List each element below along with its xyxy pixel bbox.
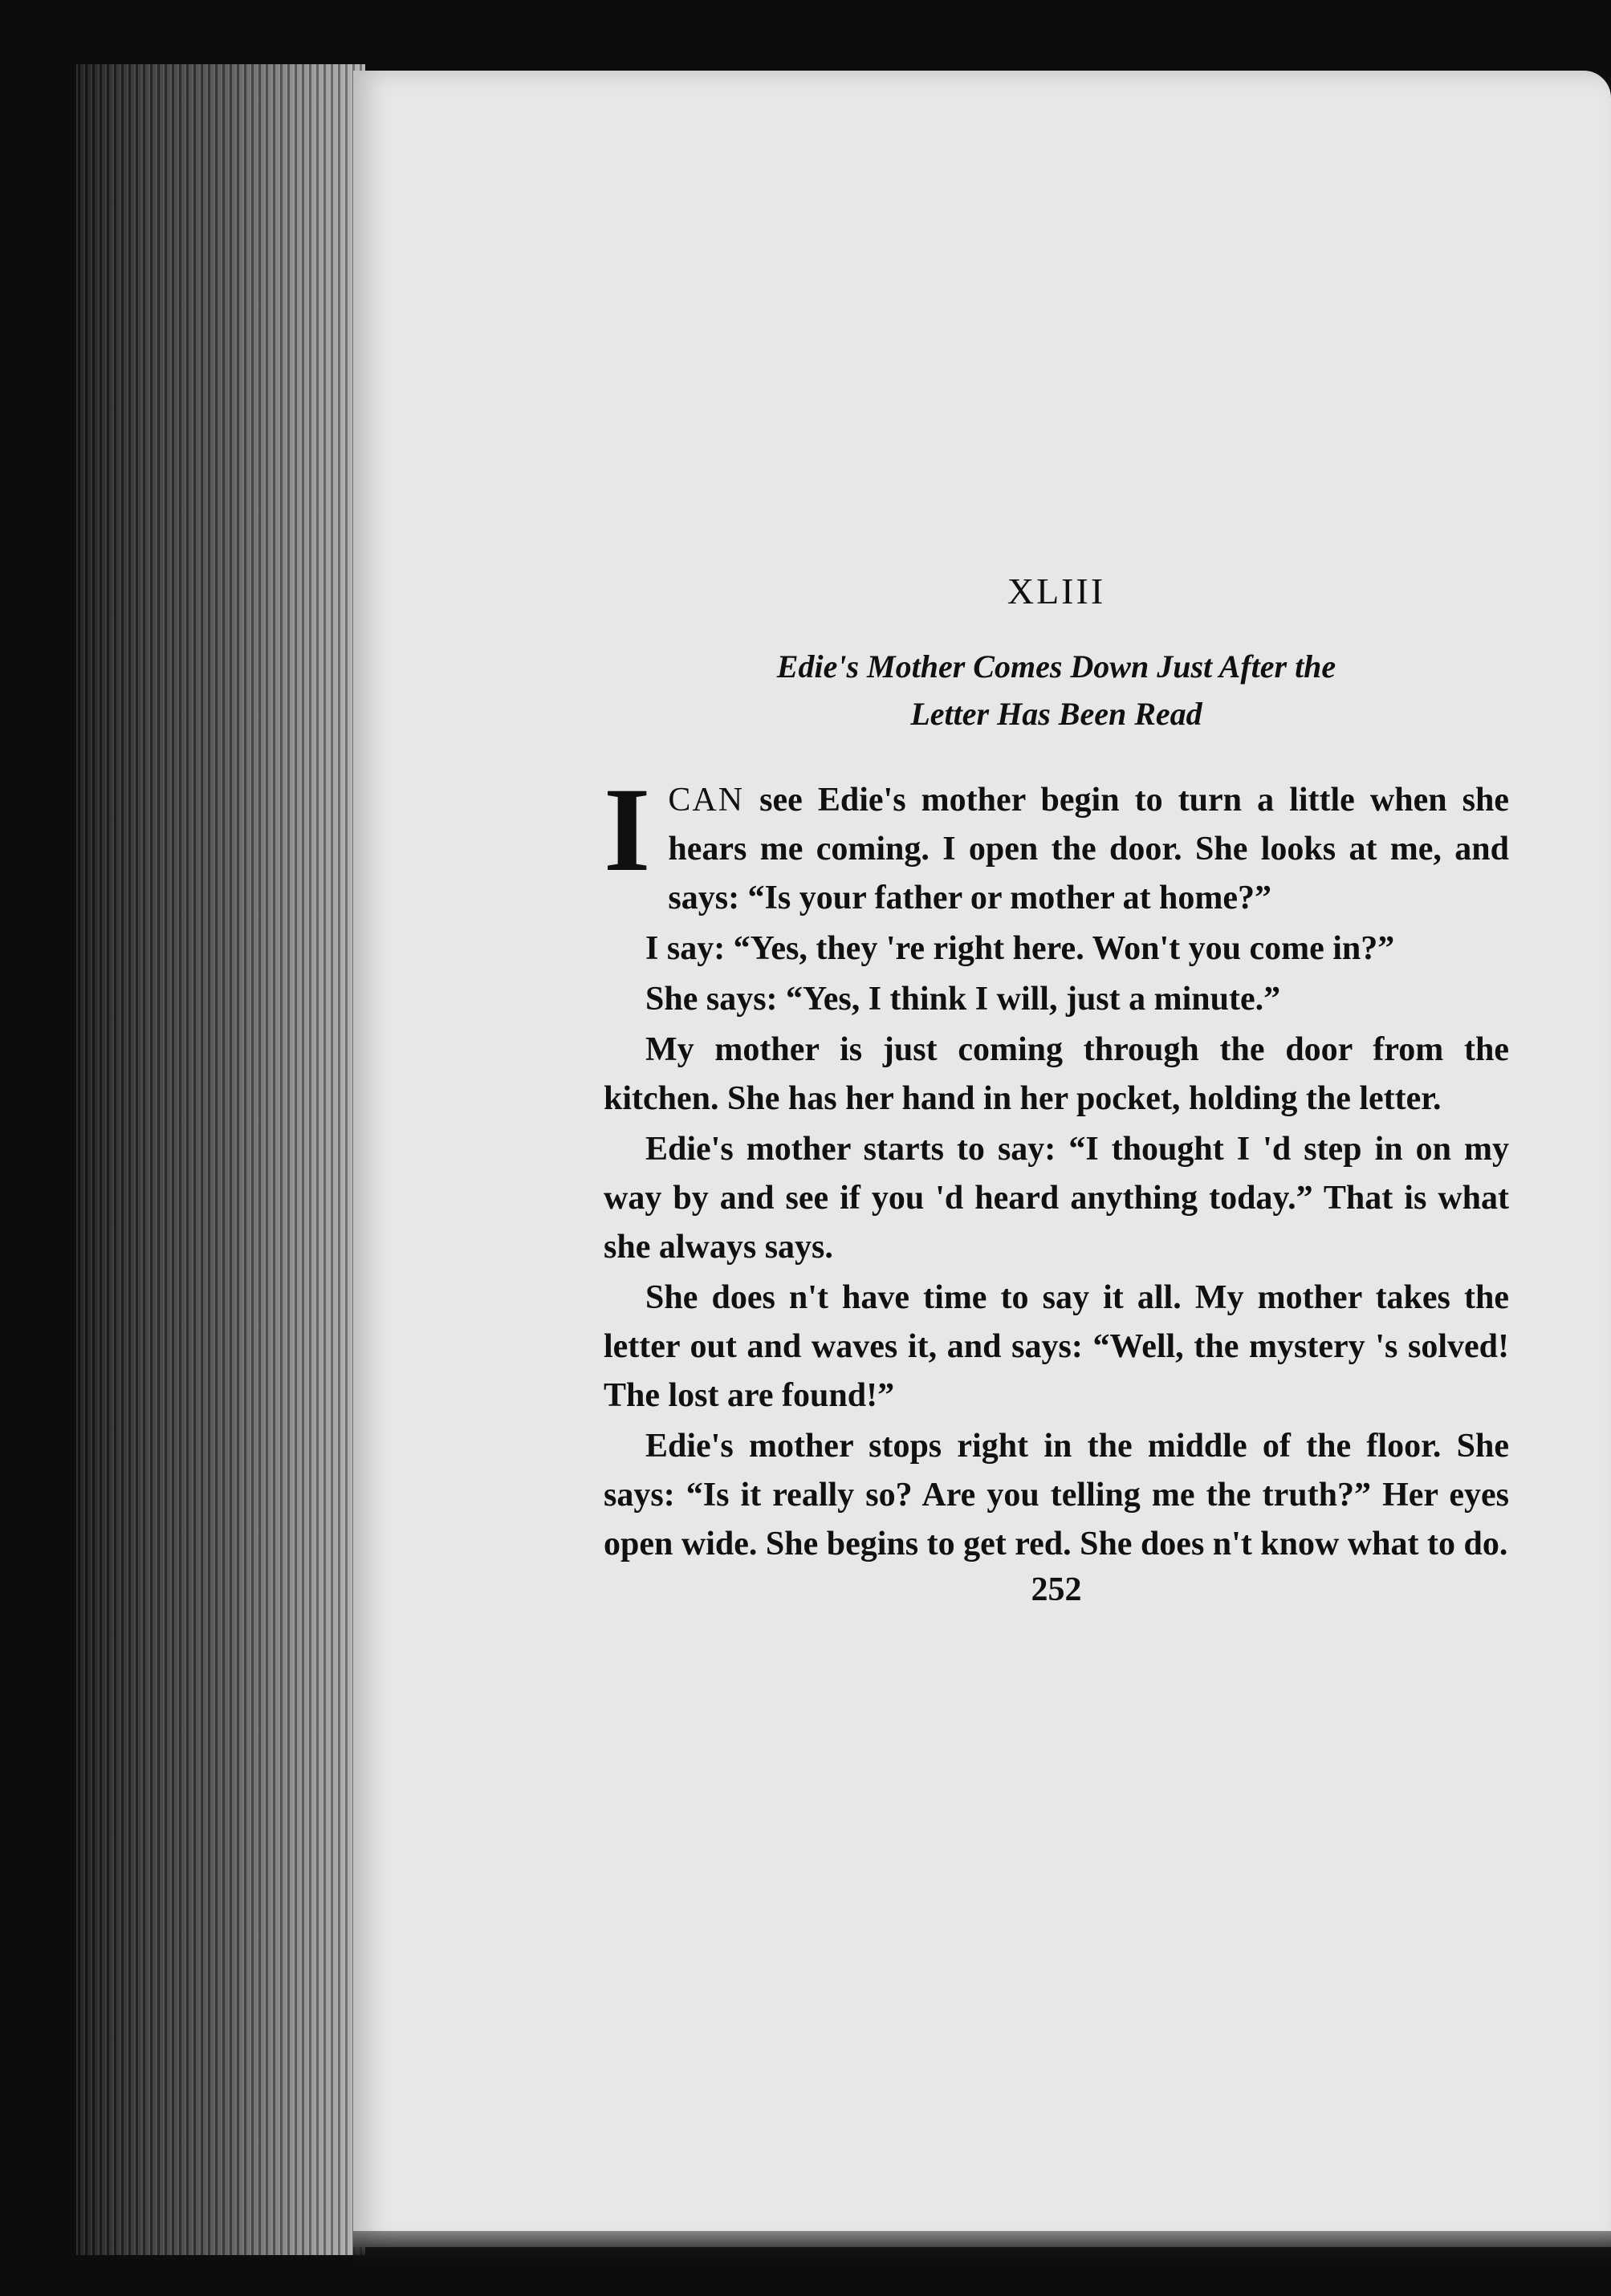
paragraph-5: Edie's mother starts to say: “I thought I 'd step in on my way by and see if you 'd heard anything today.” That is what she always says. xyxy=(604,1131,1509,1266)
page-text-block xyxy=(604,570,1509,1609)
page-bottom-shadow xyxy=(353,2231,1611,2263)
opening-small-caps: CAN xyxy=(668,782,745,819)
paragraph-6: She does n't have time to say it all. My mother takes the letter out and waves it, and says: “Well, the mystery 's solved! The lost are found!” xyxy=(604,1279,1509,1414)
paragraph-7: Edie's mother stops right in the middle of the floor. She says: “Is it really so? Are you telling me the truth?” Her eyes open wide. She begins to get red. She does n't know what to do. xyxy=(604,1428,1509,1562)
paragraph-4: My mother is just coming through the door from the kitchen. She has her hand in her pocket, holding the letter. xyxy=(604,1031,1509,1117)
chapter-title-line-1: Edie's Mother Comes Down Just After the xyxy=(776,648,1336,685)
paragraph-1-text: see Edie's mother begin to turn a little when she hears me coming. I open the door. She looks at me, and says: “Is your father or mother at home?” xyxy=(668,782,1509,916)
page-number: 252 xyxy=(1031,1571,1082,1608)
chapter-number: XLIII xyxy=(1007,571,1106,612)
chapter-title xyxy=(604,643,1509,738)
paragraph-1 xyxy=(604,763,1509,923)
paragraph-2: I say: “Yes, they 're right here. Won't you come in?” xyxy=(645,930,1395,967)
paragraph-3: She says: “Yes, I think I will, just a minute.” xyxy=(645,981,1281,1018)
chapter-title-line-2: Letter Has Been Read xyxy=(910,696,1202,732)
book-edge xyxy=(76,64,365,2255)
drop-cap: I xyxy=(604,763,651,896)
